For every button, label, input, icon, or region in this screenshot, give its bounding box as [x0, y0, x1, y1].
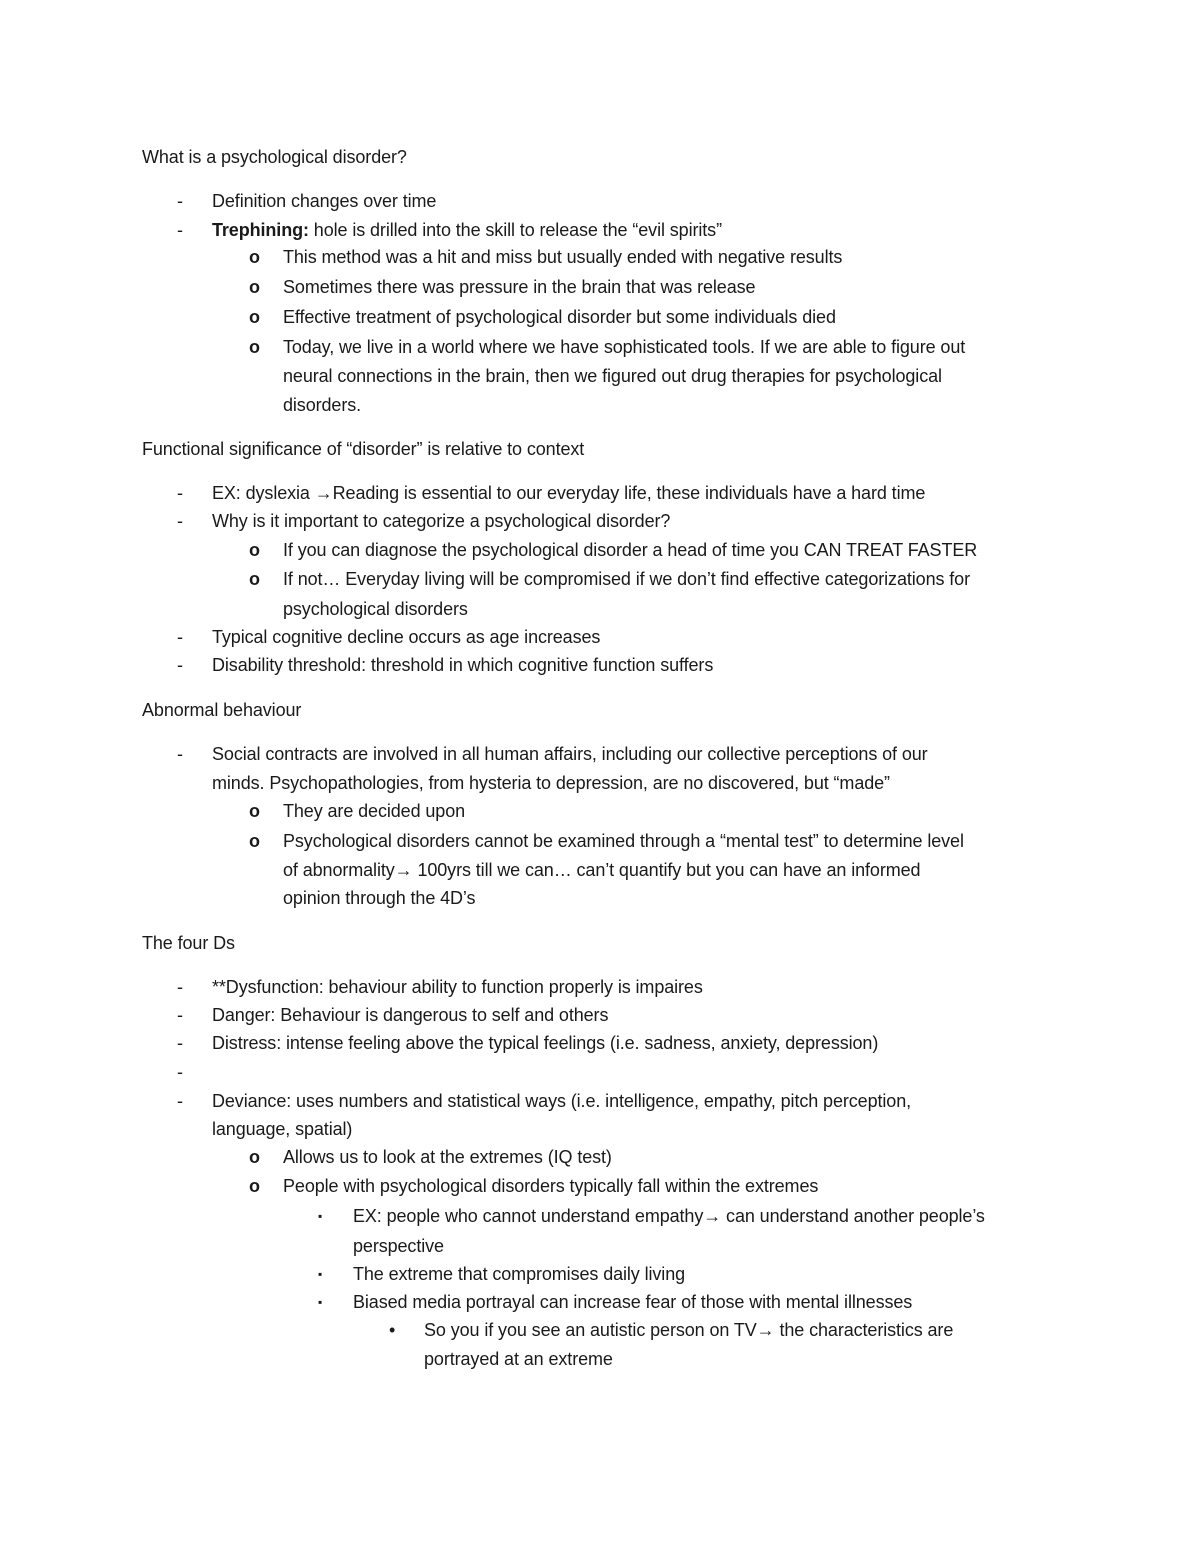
list-item	[353, 1205, 985, 1227]
list-item-text: Sometimes there was pressure in the brain that was release	[283, 277, 756, 297]
list-item-text: hole is drilled into the skill to release the “evil spirits”	[308, 220, 722, 240]
section-heading: What is a psychological disorder?	[142, 147, 407, 167]
list-item-text: psychological disorders	[283, 599, 468, 619]
list-item-text: EX: people who cannot understand empathy→ can understand another people’s	[353, 1206, 985, 1226]
dash-marker: -	[177, 1033, 183, 1053]
list-item	[283, 1175, 818, 1197]
list-item-text: perspective	[353, 1236, 444, 1256]
section-heading: Functional significance of “disorder” is relative to context	[142, 439, 585, 459]
list-item-text: They are decided upon	[283, 801, 466, 821]
list-item-text: If you can diagnose the psychological disorder a head of time you CAN TREAT FASTER	[283, 540, 978, 560]
square-bullet-icon: ▪	[318, 1209, 323, 1223]
list-item-text: language, spatial)	[212, 1119, 353, 1139]
dash-marker: -	[177, 511, 183, 531]
list-item	[212, 1090, 911, 1112]
circle-bullet-icon: o	[249, 307, 260, 327]
list-item	[283, 336, 965, 358]
circle-bullet-icon: o	[249, 337, 260, 357]
list-item	[424, 1319, 953, 1341]
list-item	[283, 539, 977, 561]
list-item	[283, 1146, 612, 1168]
list-item-text: Danger: Behaviour is dangerous to self and others	[212, 1005, 609, 1025]
section-heading: The four Ds	[142, 933, 235, 953]
list-item	[212, 976, 703, 998]
list-item-continuation	[353, 1235, 444, 1257]
list-item-text: So you if you see an autistic person on TV→ the characteristics are	[424, 1320, 954, 1340]
list-item-text: Why is it important to categorize a psychological disorder?	[212, 511, 671, 531]
list-item-text: **Dysfunction: behaviour ability to function properly is impaires	[212, 977, 703, 997]
dash-marker: -	[177, 1005, 183, 1025]
list-item	[212, 626, 600, 648]
circle-bullet-icon: o	[249, 247, 260, 267]
list-item-text: Psychological disorders cannot be examined through a “mental test” to determine level	[283, 831, 964, 851]
list-item	[283, 830, 964, 852]
dash-marker: -	[177, 220, 183, 240]
list-item-text: People with psychological disorders typically fall within the extremes	[283, 1176, 819, 1196]
list-item	[212, 482, 925, 504]
list-item-text: Definition changes over time	[212, 191, 437, 211]
list-item	[212, 654, 713, 676]
list-item-continuation	[283, 859, 920, 881]
list-item	[283, 306, 836, 328]
list-item	[353, 1291, 912, 1313]
dash-marker: -	[177, 483, 183, 503]
square-bullet-icon: ▪	[318, 1295, 323, 1309]
dot-bullet-icon: •	[389, 1320, 396, 1340]
list-item	[212, 1032, 878, 1054]
list-item-continuation	[283, 887, 475, 909]
list-item-text: EX: dyslexia →Reading is essential to our everyday life, these individuals have a hard time	[212, 483, 926, 503]
list-item	[283, 246, 842, 268]
list-item-text: The extreme that compromises daily living	[353, 1264, 686, 1284]
circle-bullet-icon: o	[249, 569, 260, 589]
list-item-text: Disability threshold: threshold in which cognitive function suffers	[212, 655, 714, 675]
circle-bullet-icon: o	[249, 1147, 260, 1167]
list-item-text: If not… Everyday living will be compromised if we don’t find effective categorizations for	[283, 569, 970, 589]
list-item-text: minds. Psychopathologies, from hysteria to depression, are no discovered, but “made”	[212, 773, 890, 793]
list-item-text: Biased media portrayal can increase fear of those with mental illnesses	[353, 1292, 913, 1312]
list-item-text: neural connections in the brain, then we figured out drug therapies for psychological	[283, 366, 942, 386]
dash-marker: -	[177, 744, 183, 764]
circle-bullet-icon: o	[249, 801, 260, 821]
list-item-continuation	[283, 365, 942, 387]
list-item-continuation	[212, 1118, 352, 1140]
list-item-continuation	[283, 598, 468, 620]
list-item	[212, 219, 722, 241]
list-item-text: disorders.	[283, 395, 362, 415]
circle-bullet-icon: o	[249, 277, 260, 297]
list-item-text: Typical cognitive decline occurs as age increases	[212, 627, 601, 647]
circle-bullet-icon: o	[249, 831, 260, 851]
list-item-text: of abnormality→ 100yrs till we can… can’t quantify but you can have an informed	[283, 860, 921, 880]
list-item-continuation	[424, 1348, 613, 1370]
section-heading: Abnormal behaviour	[142, 700, 302, 720]
list-item	[212, 743, 928, 765]
list-item-text: portrayed at an extreme	[424, 1349, 613, 1369]
dash-marker: -	[177, 627, 183, 647]
circle-bullet-icon: o	[249, 1176, 260, 1196]
list-item	[353, 1263, 685, 1285]
dash-marker: -	[177, 191, 183, 211]
list-item-text: This method was a hit and miss but usually ended with negative results	[283, 247, 843, 267]
list-item-text: Effective treatment of psychological disorder but some individuals died	[283, 307, 836, 327]
dash-marker: -	[177, 1091, 183, 1111]
list-item	[212, 190, 436, 212]
term-label: Trephining:	[212, 220, 309, 240]
list-item-text: Allows us to look at the extremes (IQ test)	[283, 1147, 612, 1167]
dash-marker: -	[177, 977, 183, 997]
list-item-text: Distress: intense feeling above the typical feelings (i.e. sadness, anxiety, depression)	[212, 1033, 879, 1053]
list-item-text: Today, we live in a world where we have sophisticated tools. If we are able to figure out	[283, 337, 966, 357]
list-item	[283, 800, 465, 822]
list-item-text: Deviance: uses numbers and statistical ways (i.e. intelligence, empathy, pitch perception,	[212, 1091, 912, 1111]
list-item-text: Social contracts are involved in all human affairs, including our collective perceptions of our	[212, 744, 928, 764]
square-bullet-icon: ▪	[318, 1267, 323, 1281]
dash-marker: -	[177, 655, 183, 675]
dash-marker: -	[177, 1062, 183, 1082]
list-item	[283, 276, 755, 298]
circle-bullet-icon: o	[249, 540, 260, 560]
list-item	[212, 510, 670, 532]
list-item-continuation	[212, 772, 890, 794]
list-item-text: opinion through the 4D’s	[283, 888, 476, 908]
list-item	[283, 568, 970, 590]
list-item-continuation	[283, 394, 361, 416]
list-item	[212, 1004, 608, 1026]
